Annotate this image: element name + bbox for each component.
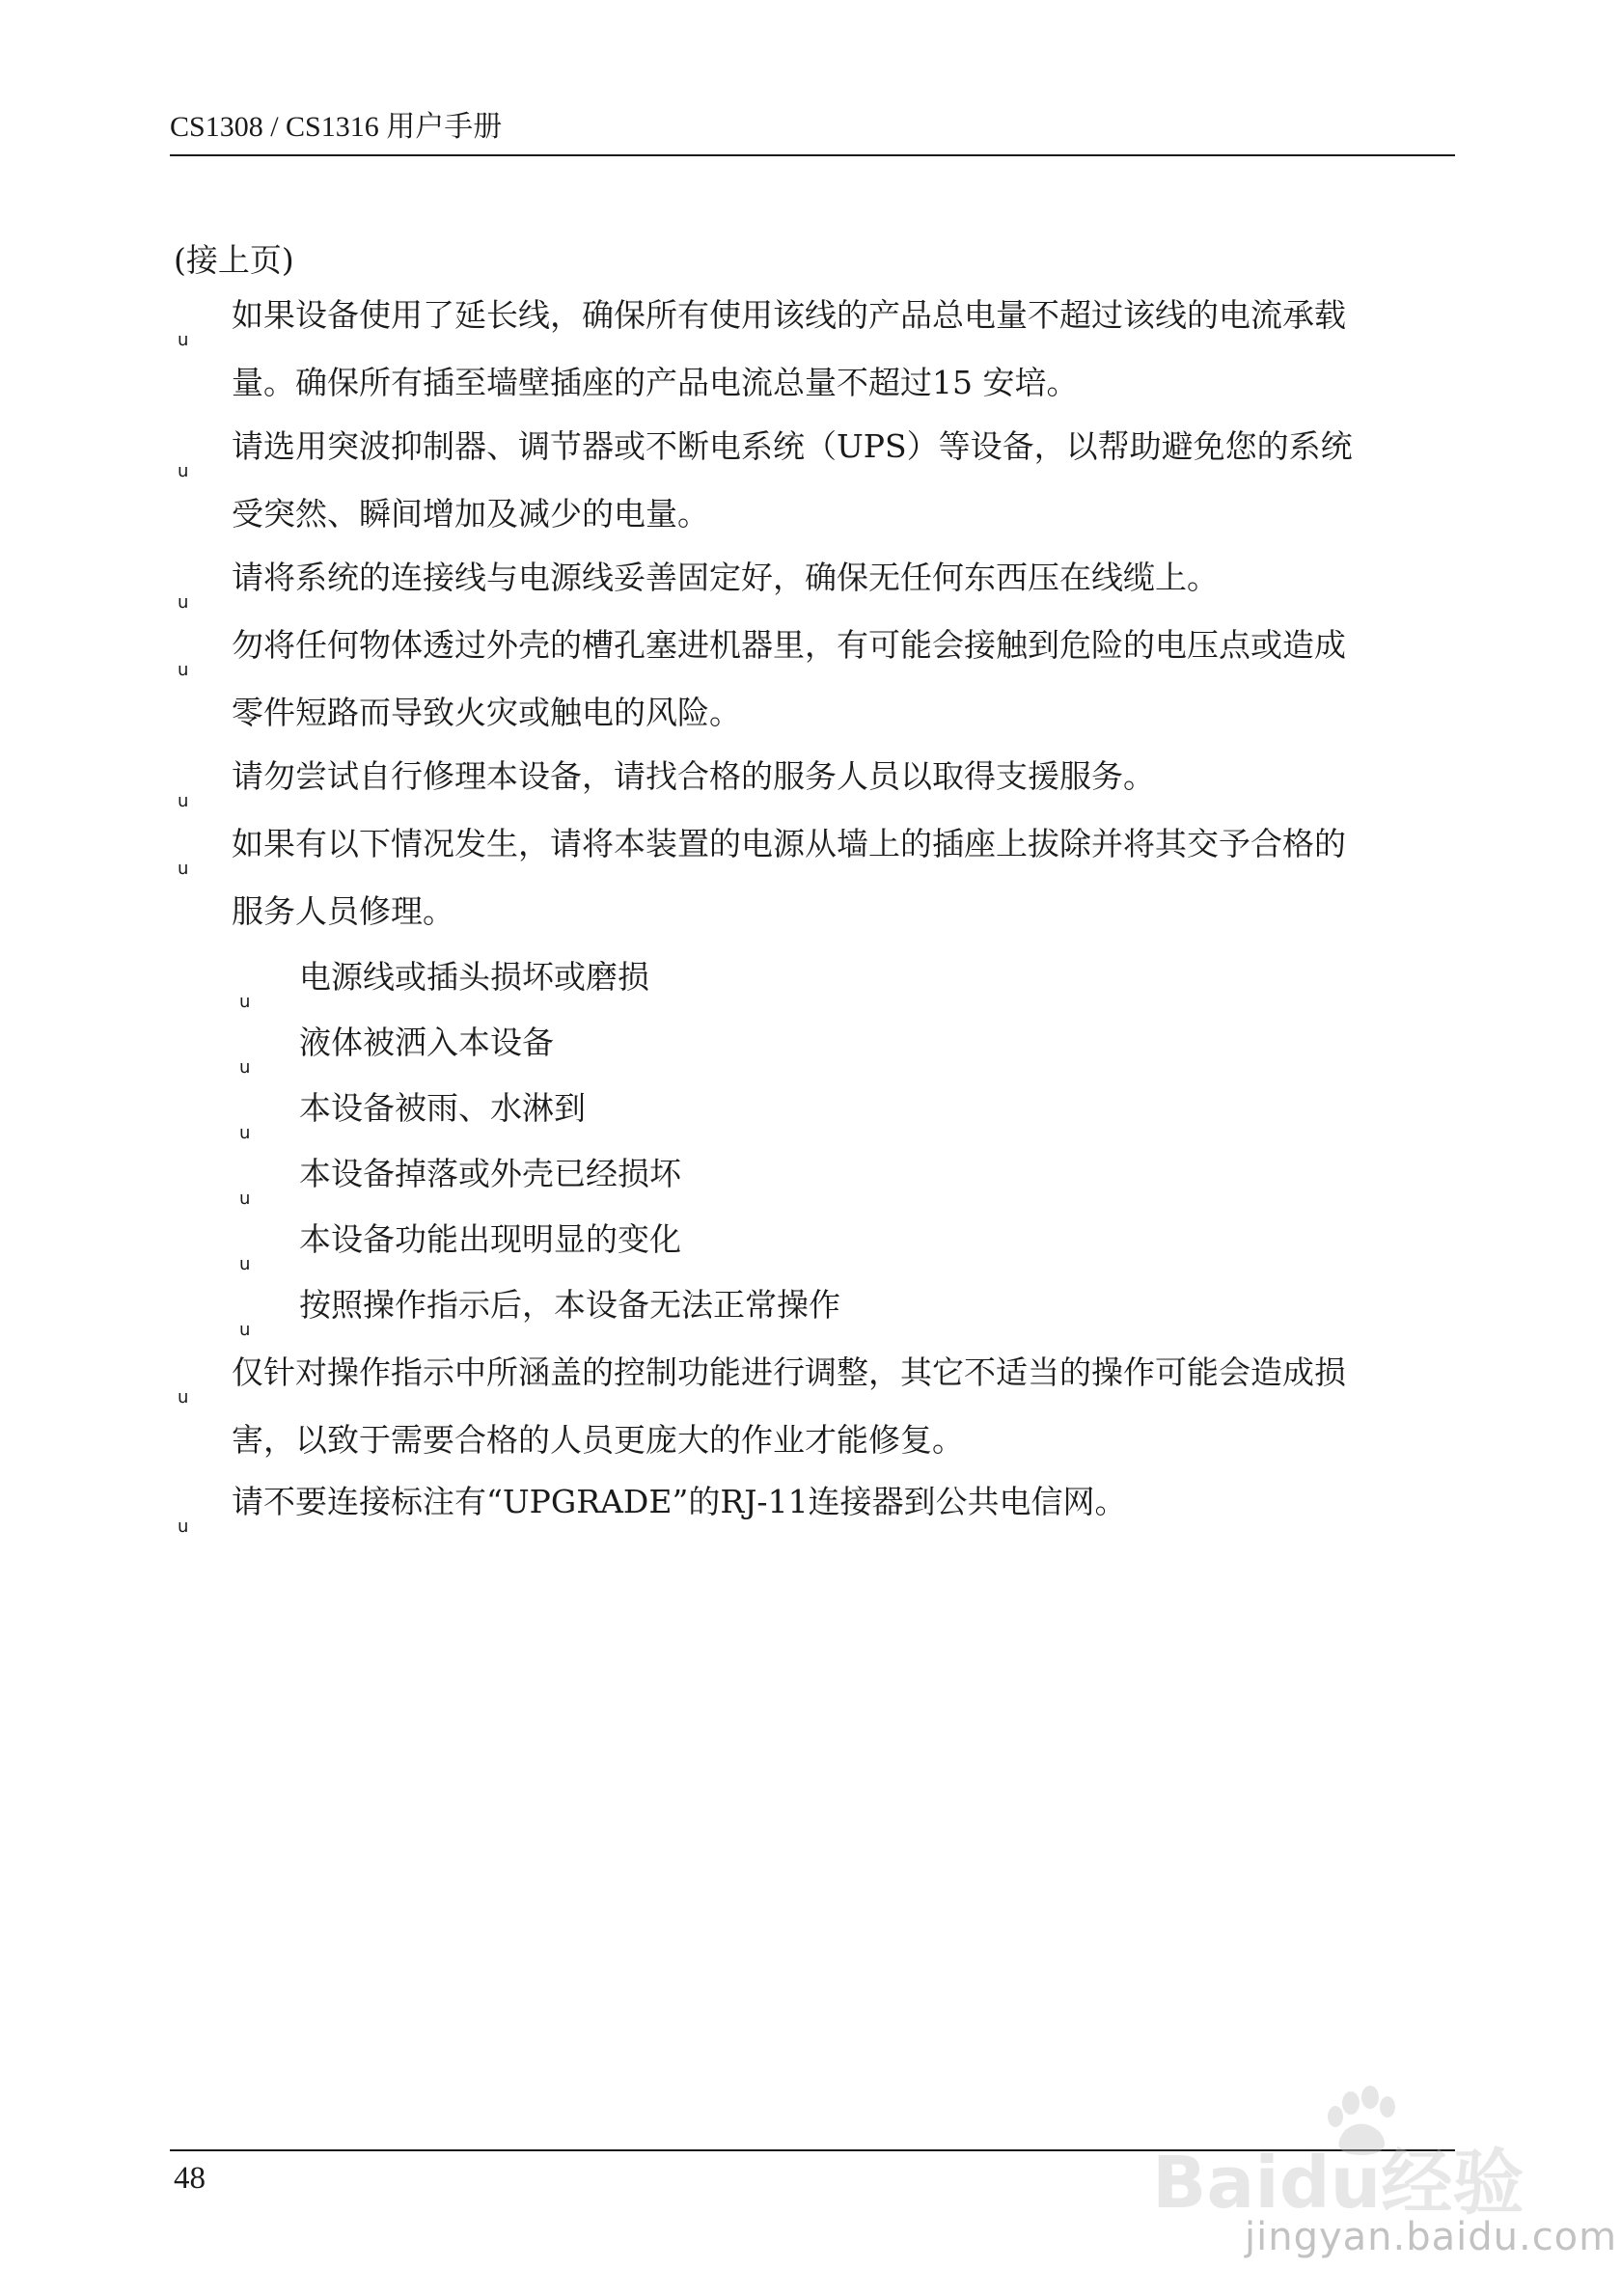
- list-item: [178, 544, 1219, 613]
- sub-list-item: [239, 1271, 840, 1340]
- page-number: 48: [174, 2161, 206, 2196]
- sub-list-item: [239, 1009, 554, 1078]
- sub-list-item-text: 本设备功能出现明显的变化: [299, 1220, 681, 1258]
- list-item-text: 受突然、瞬间增加及减少的电量。: [232, 495, 709, 533]
- list-item-text: 如果设备使用了延长线，确保所有使用该线的产品总电量不超过该线的电流承载: [232, 296, 1346, 334]
- list-item: [178, 1468, 1127, 1537]
- list-item: [178, 810, 1346, 945]
- bullet-icon: u: [178, 859, 189, 879]
- list-item-text: 勿将任何物体透过外壳的槽孔塞进机器里，有可能会接触到危险的电压点或造成: [232, 626, 1346, 664]
- bullet-icon: u: [178, 592, 189, 613]
- bullet-icon: u: [178, 660, 189, 680]
- list-item-text: 害，以致于需要合格的人员更庞大的作业才能修复。: [232, 1421, 964, 1459]
- sub-list-item-text: 液体被洒入本设备: [299, 1024, 554, 1061]
- list-item: [178, 413, 1353, 548]
- bullet-icon: u: [239, 1320, 251, 1340]
- bullet-icon: u: [178, 791, 189, 811]
- bullet-icon: u: [178, 330, 189, 350]
- sub-list-item-text: 按照操作指示后，本设备无法正常操作: [299, 1286, 840, 1324]
- list-item: [178, 1339, 1346, 1474]
- list-item: [178, 282, 1346, 417]
- list-item-text: 量。确保所有插至墙壁插座的产品电流总量不超过15 安培。: [232, 364, 1079, 401]
- list-item-text: 如果有以下情况发生，请将本装置的电源从墙上的插座上拔除并将其交予合格的: [232, 825, 1346, 862]
- bullet-icon: u: [239, 1254, 251, 1274]
- watermark-url: jingyan.baidu.com: [1245, 2215, 1618, 2259]
- list-item-text: 仅针对操作指示中所涵盖的控制功能进行调整，其它不适当的操作可能会造成损: [232, 1353, 1346, 1391]
- sub-list-item: [239, 1075, 586, 1143]
- sub-list-item: [239, 1206, 681, 1274]
- sub-list-item: [239, 1140, 681, 1209]
- list-item-text: 请勿尝试自行修理本设备，请找合格的服务人员以取得支援服务。: [232, 757, 1155, 795]
- list-item: [178, 612, 1346, 747]
- bullet-icon: u: [178, 461, 189, 481]
- sub-list-item-text: 本设备掉落或外壳已经损坏: [299, 1155, 681, 1192]
- list-item: [178, 743, 1155, 811]
- bullet-icon: u: [239, 1057, 251, 1078]
- bullet-icon: u: [239, 992, 251, 1012]
- bullet-icon: u: [178, 1517, 189, 1537]
- list-item-text: 服务人员修理。: [232, 892, 454, 930]
- list-item-text: 请不要连接标注有“UPGRADE”的RJ-11连接器到公共电信网。: [232, 1483, 1127, 1520]
- header-title: CS1308 / CS1316 用户手册: [170, 111, 503, 143]
- list-item-text: 请选用突波抑制器、调节器或不断电系统（UPS）等设备，以帮助避免您的系统: [232, 427, 1353, 465]
- bullet-icon: u: [239, 1189, 251, 1209]
- bullet-icon: u: [178, 1387, 189, 1408]
- header-divider: [170, 154, 1455, 156]
- list-item-text: 零件短路而导致火灾或触电的风险。: [232, 694, 741, 731]
- continued-label: (接上页): [174, 241, 294, 279]
- sub-list-item: [239, 943, 649, 1012]
- bullet-icon: u: [239, 1123, 251, 1143]
- sub-list-item-text: 本设备被雨、水淋到: [299, 1089, 586, 1127]
- watermark-brand-text: Baidu经验: [1152, 2142, 1525, 2225]
- list-item-text: 请将系统的连接线与电源线妥善固定好，确保无任何东西压在线缆上。: [232, 559, 1219, 596]
- sub-list-item-text: 电源线或插头损坏或磨损: [299, 958, 649, 996]
